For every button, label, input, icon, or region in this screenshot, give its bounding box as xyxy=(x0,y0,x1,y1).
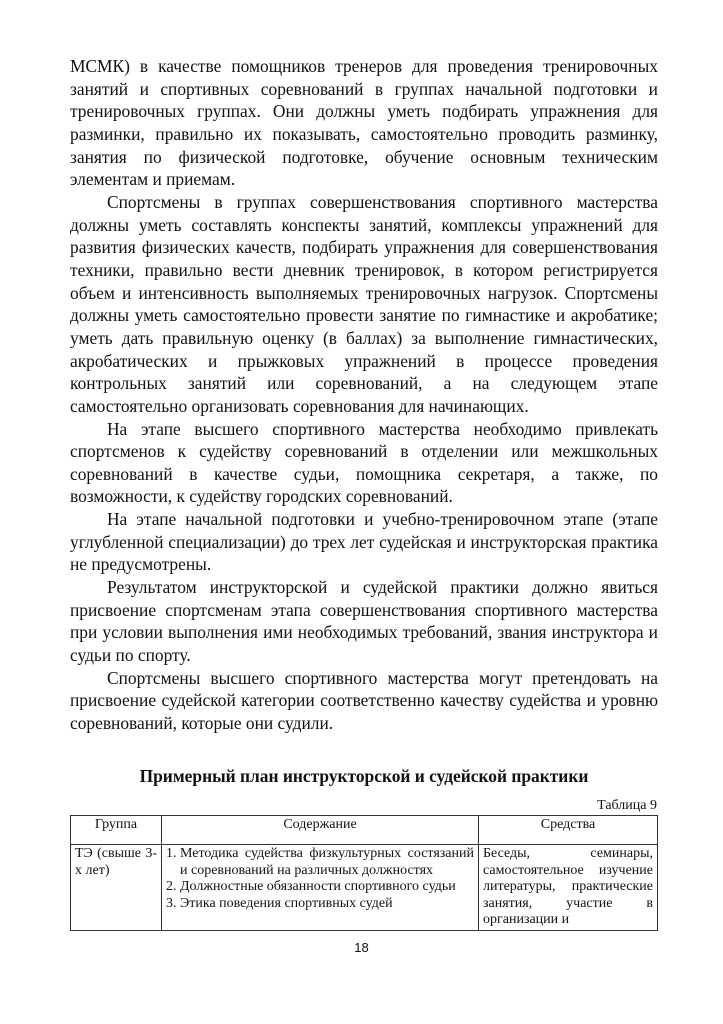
table-number: Таблица 9 xyxy=(597,798,657,813)
content-item: 2. Должностные обязанности спортивного судьи xyxy=(180,879,474,896)
content-item: 1. Методика судейства физкультурных состязаний и соревнований на различных должностях xyxy=(180,846,474,879)
table-header-row xyxy=(71,816,658,845)
header-group: Группа xyxy=(71,816,162,845)
paragraph: Результатом инструкторской и судейской практики должно явиться присвоение спортсменам этапа совершенствования спортивного мастерства при условии выполнения ими необходимых требований, звания инструктора и судьи по спорту. xyxy=(70,577,658,666)
page-number: 18 xyxy=(354,940,369,955)
table-title: Примерный план инструкторской и судейской практики xyxy=(139,766,589,786)
header-means: Средства xyxy=(479,816,658,845)
cell-means: Беседы, семинары, самостоятельное изучение литературы, практические занятия, участие в организации и xyxy=(479,845,658,931)
cell-group: ТЭ (свыше 3-х лет) xyxy=(71,845,162,931)
table-row xyxy=(71,845,658,931)
paragraph: На этапе начальной подготовки и учебно-тренировочном этапе (этапе углубленной специализации) до трех лет судейская и инструкторская практика не предусмотрены. xyxy=(70,509,658,575)
header-content: Содержание xyxy=(162,816,479,845)
paragraph: Спортсмены высшего спортивного мастерства могут претендовать на присвоение судейской категории соответственно качеству судейства и уровню соревнований, которые они судили. xyxy=(70,667,658,734)
paragraph: На этапе высшего спортивного мастерства необходимо привлекать спортсменов к судейству соревнований в отделении или межшкольных соревнований в качестве судьи, помощника секретаря, а также, по возможности, к судейству городских соревнований. xyxy=(70,418,658,507)
cell-content xyxy=(162,845,479,931)
paragraph: Спортсмены в группах совершенствования спортивного мастерства должны уметь составлять конспекты занятий, комплексы упражнений для развития физических качеств, подбирать упражнения для совершенствования техники, правильно вести дневник тренировок, в котором регистрируется объем и интенсивность выполняемых тренировочных нагрузок. Спортсмены должны уметь самостоятельно провести занятие по гимнастике и акробатике; уметь дать правильную оценку (в баллах) за выполнение гимнастических, акробатических и прыжковых упражнений в процессе проведения контрольных занятий или соревнований, а на следующем этапе самостоятельно организовать соревнования для начинающих. xyxy=(70,191,658,416)
paragraph: МСМК) в качестве помощников тренеров для проведения тренировочных занятий и спортивных соревнований в группах начальной подготовки и тренировочных группах. Они должны уметь подбирать упражнения для разминки, правильно их показывать, самостоятельно проводить разминку, занятия по физической подготовке, обучение основным техническим элементам и приемам. xyxy=(70,56,658,190)
body-text xyxy=(70,55,658,735)
practice-plan-table xyxy=(70,815,658,931)
content-item: 3. Этика поведения спортивных судей xyxy=(180,896,474,913)
